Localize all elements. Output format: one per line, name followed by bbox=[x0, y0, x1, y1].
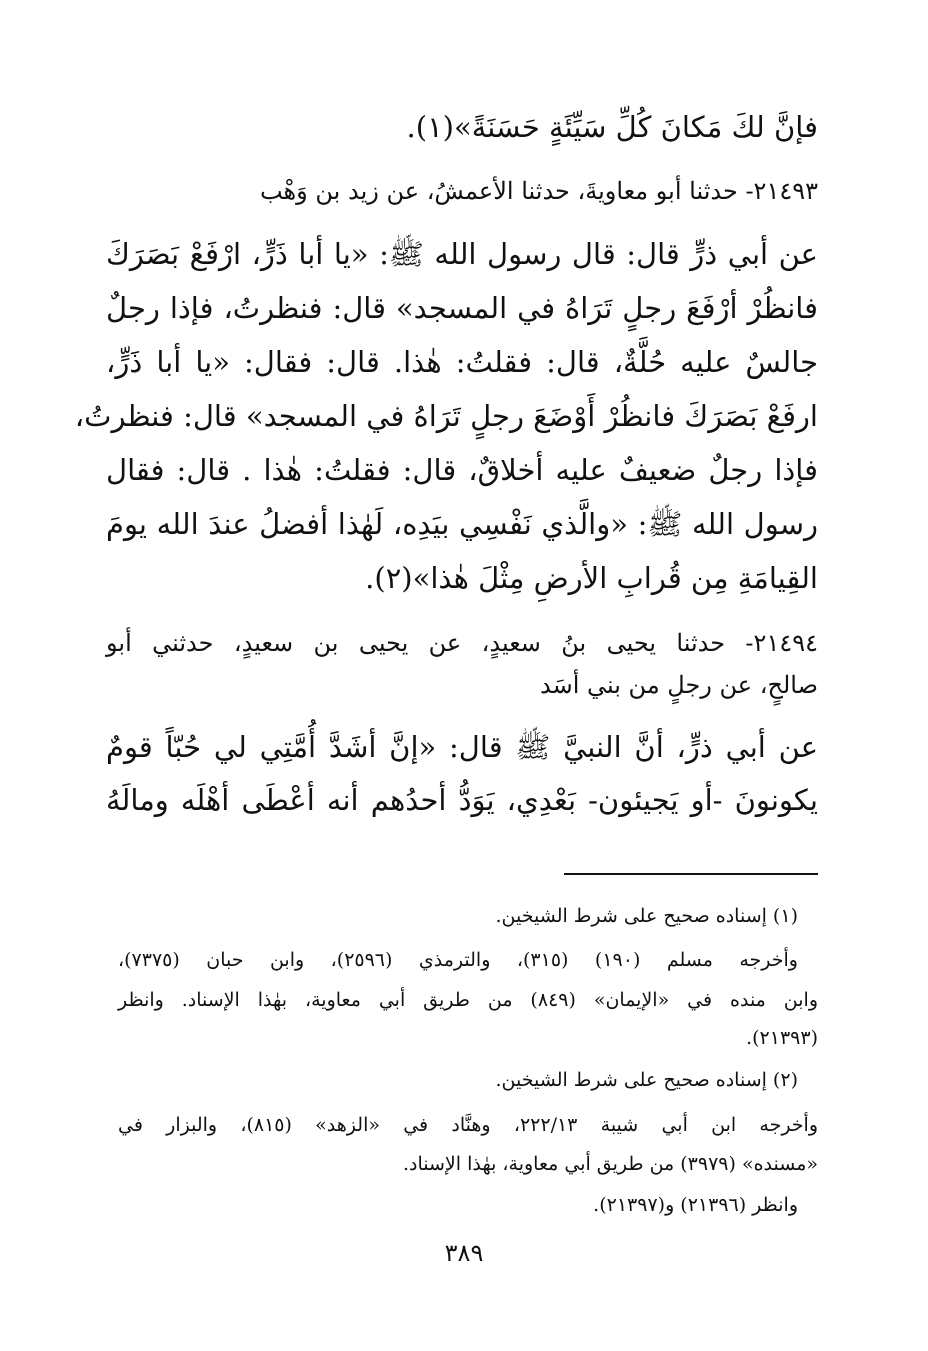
footnote-divider bbox=[564, 873, 818, 875]
hadith-2493-isnad: ٢١٤٩٣- حدثنا أبو معاويةَ، حدثنا الأعمشُ، عن زيد بن وَهْب bbox=[259, 177, 818, 205]
hadith-2493-line-3: جالسٌ عليه حُلَّةٌ، قال: فقلتُ: هٰذا. قال: فقال: «يا أبا ذَرٍّ، bbox=[106, 345, 818, 379]
hadith-2493-line-5: فإذا رجلٌ ضعيفٌ عليه أخلاقٌ، قال: فقلتُ: هٰذا . قال: فقال bbox=[106, 453, 818, 487]
hadith-2494-line-1: عن أبي ذرٍّ، أنَّ النبيَّ ﷺ قال: «إنَّ أشَدَّ أُمَّتِي لي حُبّاً قومٌ bbox=[106, 730, 818, 764]
footnote-2-line-2: وأخرجه ابن أبي شيبة ٢٢٢/١٣، وهنَّاد في «الزهد» (٨١٥)، والبزار في bbox=[118, 1114, 819, 1136]
hadith-2493-line-2: فانظُرْ أرْفَعَ رجلٍ تَرَاهُ في المسجد» قال: فنظرتُ، فإذا رجلٌ bbox=[106, 291, 818, 325]
footnote-1-line-2: وأخرجه مسلم (١٩٠) (٣١٥)، والترمذي (٢٥٩٦)، وابن حبان (٧٣٧٥)، bbox=[118, 949, 798, 971]
hadith-2493-line-1: عن أبي ذرٍّ قال: قال رسول الله ﷺ: «يا أبا ذَرٍّ، ارْفَعْ بَصَرَكَ bbox=[106, 237, 818, 271]
footnote-2-line-4: وانظر (٢١٣٩٦) و(٢١٣٩٧). bbox=[593, 1194, 798, 1216]
hadith-2493-line-4: ارفَعْ بَصَرَكَ فانظُرْ أَوْضَعَ رجلٍ تَرَاهُ في المسجد» قال: فنظرتُ، bbox=[74, 399, 818, 433]
footnote-2-line-3: «مسنده» (٣٩٧٩) من طريق أبي معاوية، بهٰذا الإسناد. bbox=[402, 1153, 818, 1175]
page-number: ٣٨٩ bbox=[444, 1239, 484, 1267]
hadith-2493-line-6: رسول الله ﷺ: «والَّذي نَفْسِي بيَدِه، لَهٰذا أفضلُ عندَ الله يومَ bbox=[106, 507, 818, 541]
footnote-1-line-1: (١) إسناده صحيح على شرط الشيخين. bbox=[495, 905, 798, 927]
footnote-2-line-1: (٢) إسناده صحيح على شرط الشيخين. bbox=[495, 1069, 798, 1091]
hadith-2493-line-7: القِيامَةِ مِن قُرابِ الأرضِ مِثْلَ هٰذا»(٢). bbox=[365, 561, 818, 595]
hadith-2494-isnad-line-1: ٢١٤٩٤- حدثنا يحيى بنُ سعيدٍ، عن يحيى بن سعيدٍ، حدثني أبو bbox=[106, 629, 818, 657]
hadith-2494-isnad-line-2: صالحٍ، عن رجلٍ من بني أسَد bbox=[539, 671, 818, 699]
footnote-1-line-3: وابن منده في «الإيمان» (٨٤٩) من طريق أبي معاوية، بهٰذا الإسناد. وانظر bbox=[118, 989, 818, 1011]
continuation-line: فإنَّ لكَ مَكانَ كُلِّ سَيِّئَةٍ حَسَنَةً»(١). bbox=[406, 110, 818, 144]
hadith-2494-line-2: يكونونَ -أو يَجيئون- بَعْدِي، يَوَدُّ أحدُهم أنه أعْطَى أهْلَه ومالَهُ bbox=[106, 783, 818, 817]
footnote-1-line-4: (٢١٣٩٣). bbox=[746, 1027, 818, 1049]
